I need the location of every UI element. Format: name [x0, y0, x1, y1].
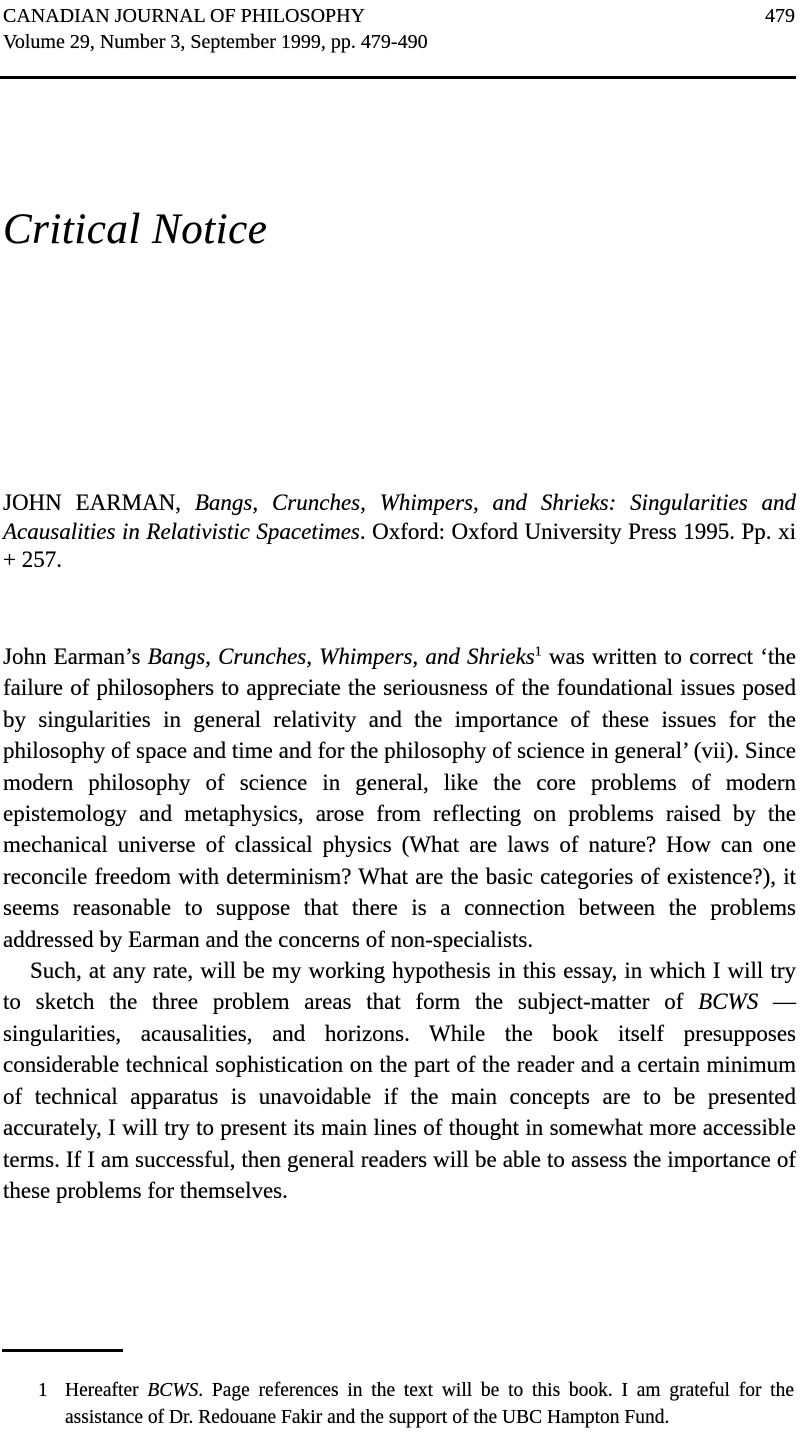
citation-book-title: Bangs, Crunches, Whimpers, and Shrieks: Singularities and Acausalities in Relativistic Spacetimes — [3, 490, 796, 544]
paragraph-1-text: was written to correct ‘the failure of philosophers to appreciate the seriousness of the foundational issues posed by singularities in general relativity and the importance of these issues for the philosophy of space and time and for the philosophy of science in general’ (vii). Since modern philosophy of science in general, like the core problems of modern epistemology and metaphysics, arose from reflecting on problems raised by the mechanical universe of classical physics (What are laws of nature? How can one reconcile freedom with determinism? What are the basic categories of existence?), it seems reasonable to suppose that there is a connection between the problems addressed by Earman and the concerns of non-specialists. — [3, 644, 796, 952]
paragraph-2-book-abbrev: BCWS — [698, 989, 759, 1015]
footnote-1-book-abbrev: BCWS — [147, 1380, 199, 1401]
header-rule — [0, 76, 796, 79]
footnote-rule — [2, 1349, 123, 1352]
running-head — [3, 3, 795, 55]
paragraph-1 — [3, 641, 796, 955]
paragraph-2 — [3, 955, 796, 1206]
footnote-1-marker: 1 — [38, 1380, 48, 1401]
issue-info: Volume 29, Number 3, September 1999, pp. 479-490 — [3, 31, 428, 53]
book-citation — [3, 489, 796, 575]
page-number: 479 — [765, 5, 795, 27]
footnote-1-text — [65, 1378, 794, 1431]
footnote-1-row — [3, 1378, 794, 1431]
paragraph-1-lead: John Earman’s — [3, 644, 148, 669]
paragraph-2-text: — singularities, acausalities, and horizons. While the book itself presupposes considerable technical sophistication on the part of the reader and a certain minimum of technical apparatus is unavoidable if the main concepts are to be presented accurately, I will try to present its main lines of thought in somewhat more accessible terms. If I am successful, then general readers will be able to assess the importance of these problems for themselves. — [3, 989, 796, 1203]
footnote-1-text-before: Hereafter — [65, 1380, 148, 1401]
citation-author: JOHN EARMAN, — [3, 490, 195, 515]
journal-name: CANADIAN JOURNAL OF PHILOSOPHY — [3, 5, 366, 27]
running-head-top-row — [3, 3, 795, 29]
citation-publication: . Oxford: Oxford University Press 1995. Pp. xi + 257. — [3, 518, 796, 572]
paragraph-2-lead: Such, at any rate, will be my working hypothesis in this essay, in which I will try to sketch the three problem areas that form the subject-matter of — [3, 958, 796, 1015]
footnote-1-reference: 1 — [534, 644, 542, 660]
article-body — [3, 641, 796, 1206]
footnote-1-text-after: . Page references in the text will be to this book. I am grateful for the assistance of Dr. Redouane Fakir and the support of the UBC Hampton Fund. — [65, 1380, 795, 1428]
footnote-1 — [3, 1378, 794, 1431]
paragraph-1-book-title: Bangs, Crunches, Whimpers, and Shrieks — [147, 644, 535, 669]
article-title: Critical Notice — [3, 206, 268, 253]
